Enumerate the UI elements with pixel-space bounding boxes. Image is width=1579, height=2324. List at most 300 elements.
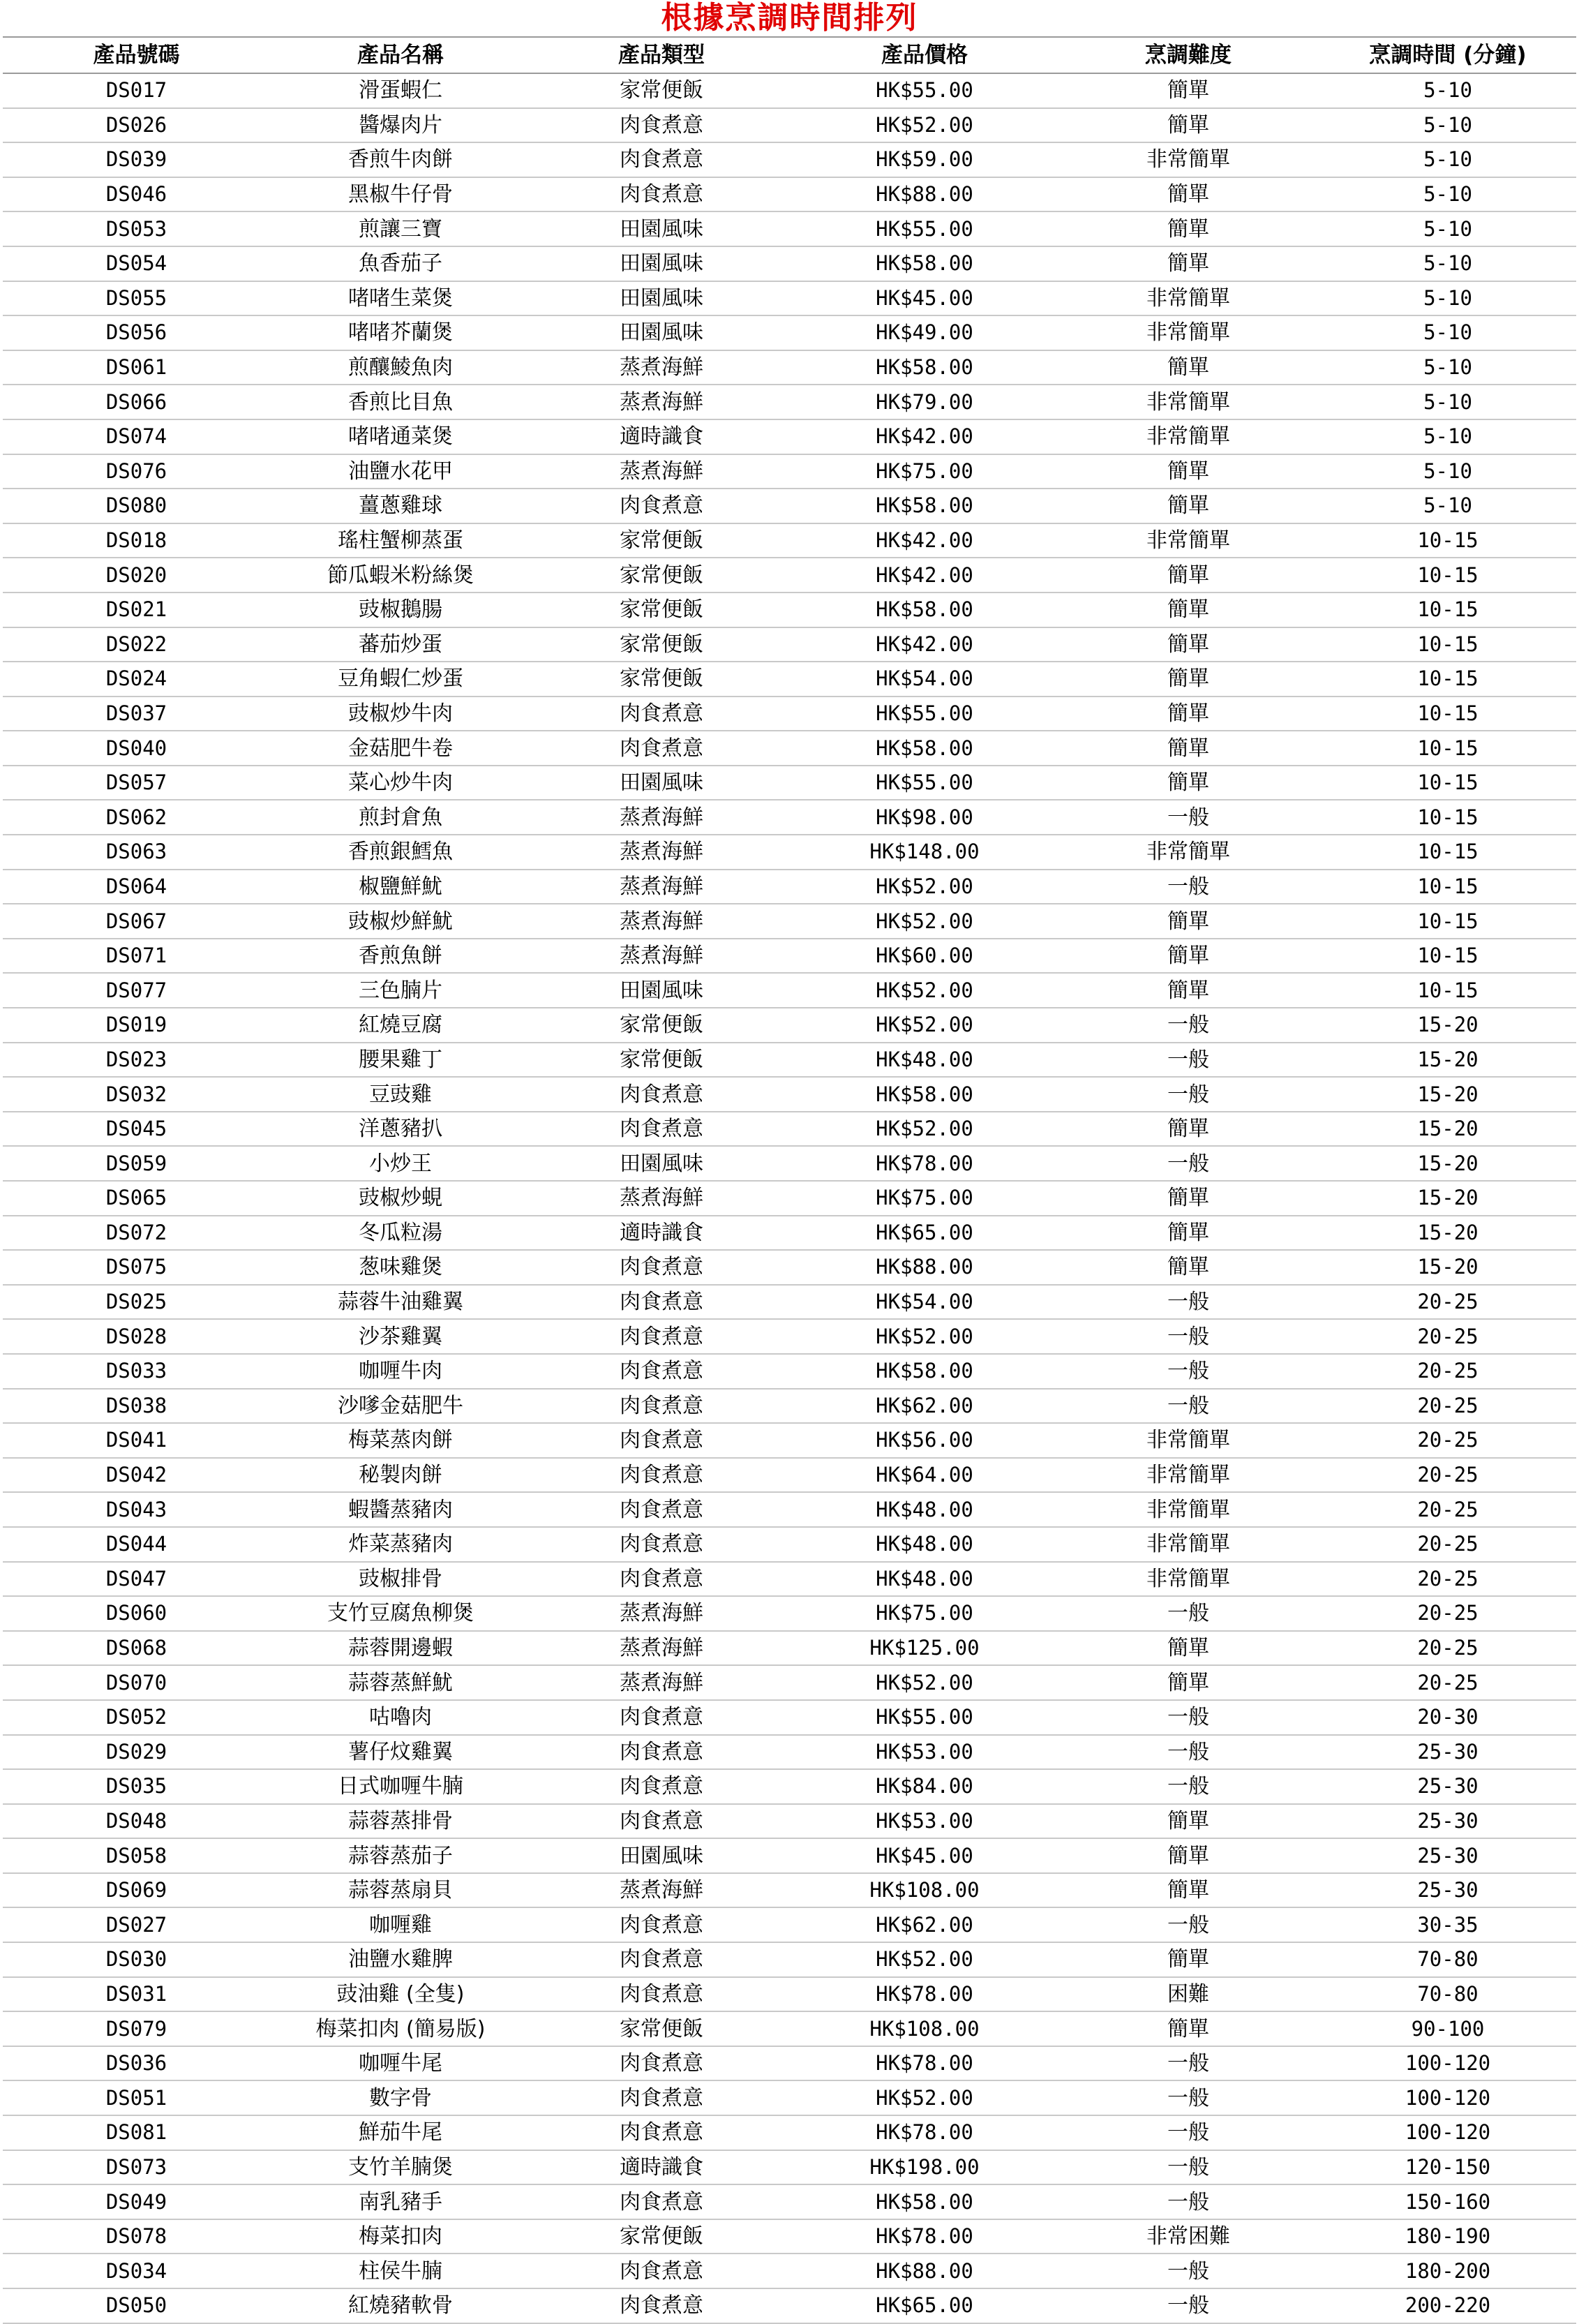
product-code-cell: DS051 [3,2080,270,2115]
product-code-cell: DS067 [3,904,270,939]
product-code-cell: DS046 [3,177,270,212]
page-title: 根據烹調時間排列 [661,0,918,36]
product-price-cell: HK$48.00 [792,1527,1057,1562]
product-type-cell: 肉食煮意 [531,1354,792,1389]
product-price-cell: HK$52.00 [792,2080,1057,2115]
product-type-cell: 肉食煮意 [531,1769,792,1804]
difficulty-cell: 非常簡單 [1057,523,1319,558]
difficulty-cell: 簡單 [1057,1181,1319,1216]
difficulty-cell: 簡單 [1057,1250,1319,1285]
product-name-cell: 咕嚕肉 [270,1700,531,1735]
product-code-cell: DS060 [3,1596,270,1631]
difficulty-cell: 一般 [1057,1043,1319,1078]
product-price-cell: HK$48.00 [792,1562,1057,1597]
cooking-time-cell: 20-25 [1319,1423,1576,1458]
table-row [3,1181,1576,1216]
product-price-cell: HK$55.00 [792,1700,1057,1735]
product-name-cell: 蒜蓉蒸扇貝 [270,1873,531,1908]
product-price-cell: HK$88.00 [792,1250,1057,1285]
difficulty-cell: 一般 [1057,1319,1319,1354]
difficulty-cell: 非常簡單 [1057,315,1319,350]
product-name-cell: 數字骨 [270,2080,531,2115]
product-type-cell: 肉食煮意 [531,1250,792,1285]
product-price-cell: HK$62.00 [792,1389,1057,1424]
difficulty-cell: 簡單 [1057,1873,1319,1908]
product-name-cell: 啫啫芥蘭煲 [270,315,531,350]
difficulty-cell: 非常簡單 [1057,281,1319,316]
table-row [3,1527,1576,1562]
cooking-time-cell: 25-30 [1319,1804,1576,1839]
header-product-name: 產品名稱 [270,37,531,73]
product-name-cell: 秘製肉餅 [270,1458,531,1493]
product-type-cell: 肉食煮意 [531,1112,792,1147]
difficulty-cell: 非常簡單 [1057,1562,1319,1597]
product-code-cell: DS050 [3,2288,270,2323]
product-code-cell: DS022 [3,627,270,662]
product-price-cell: HK$78.00 [792,2219,1057,2254]
difficulty-cell: 非常簡單 [1057,1458,1319,1493]
difficulty-cell: 簡單 [1057,662,1319,697]
product-name-cell: 油鹽水雞脾 [270,1942,531,1977]
product-price-cell: HK$54.00 [792,662,1057,697]
product-code-cell: DS017 [3,73,270,108]
table-row [3,2288,1576,2323]
cooking-time-cell: 5-10 [1319,211,1576,246]
product-price-cell: HK$65.00 [792,2288,1057,2323]
product-name-cell: 金菇肥牛卷 [270,731,531,766]
product-name-cell: 蒜蓉蒸茄子 [270,1838,531,1873]
product-code-cell: DS074 [3,419,270,454]
product-name-cell: 沙茶雞翼 [270,1319,531,1354]
product-code-cell: DS048 [3,1804,270,1839]
product-type-cell: 肉食煮意 [531,1942,792,1977]
product-name-cell: 蒜蓉開邊蝦 [270,1631,531,1666]
cooking-time-cell: 25-30 [1319,1735,1576,1770]
cooking-time-cell: 25-30 [1319,1873,1576,1908]
cooking-time-cell: 10-15 [1319,662,1576,697]
product-code-cell: DS018 [3,523,270,558]
cooking-time-cell: 10-15 [1319,627,1576,662]
product-name-cell: 梅菜扣肉 (簡易版) [270,2011,531,2046]
table-row [3,1043,1576,1078]
product-type-cell: 家常便飯 [531,1043,792,1078]
product-type-cell: 肉食煮意 [531,2080,792,2115]
table-row [3,662,1576,697]
product-code-cell: DS036 [3,2046,270,2081]
product-name-cell: 煎釀鯪魚肉 [270,350,531,385]
cooking-time-cell: 15-20 [1319,1146,1576,1181]
difficulty-cell: 一般 [1057,2288,1319,2323]
cooking-time-cell: 120-150 [1319,2150,1576,2185]
table-row [3,1700,1576,1735]
product-type-cell: 肉食煮意 [531,1527,792,1562]
table-row [3,177,1576,212]
product-type-cell: 家常便飯 [531,523,792,558]
product-name-cell: 洋蔥豬扒 [270,1112,531,1147]
product-name-cell: 梅菜扣肉 [270,2219,531,2254]
product-name-cell: 魚香茄子 [270,246,531,281]
product-code-cell: DS064 [3,870,270,904]
difficulty-cell: 一般 [1057,1596,1319,1631]
table-row [3,1423,1576,1458]
table-row [3,627,1576,662]
product-code-cell: DS076 [3,454,270,489]
table-row [3,939,1576,974]
product-price-cell: HK$58.00 [792,2184,1057,2219]
product-code-cell: DS049 [3,2184,270,2219]
product-type-cell: 蒸煮海鮮 [531,1873,792,1908]
product-price-cell: HK$48.00 [792,1492,1057,1527]
product-price-cell: HK$84.00 [792,1769,1057,1804]
product-name-cell: 蒜蓉蒸排骨 [270,1804,531,1839]
product-type-cell: 蒸煮海鮮 [531,350,792,385]
table-row [3,108,1576,143]
product-price-cell: HK$64.00 [792,1458,1057,1493]
difficulty-cell: 一般 [1057,2184,1319,2219]
cooking-time-cell: 100-120 [1319,2115,1576,2150]
product-code-cell: DS031 [3,1977,270,2012]
product-name-cell: 柱侯牛腩 [270,2254,531,2288]
difficulty-cell: 簡單 [1057,627,1319,662]
product-code-cell: DS024 [3,662,270,697]
difficulty-cell: 一般 [1057,800,1319,835]
product-type-cell: 蒸煮海鮮 [531,454,792,489]
cooking-time-cell: 10-15 [1319,904,1576,939]
product-code-cell: DS045 [3,1112,270,1147]
cooking-time-cell: 15-20 [1319,1008,1576,1043]
product-price-cell: HK$108.00 [792,1873,1057,1908]
difficulty-cell: 簡單 [1057,2011,1319,2046]
cooking-time-cell: 5-10 [1319,73,1576,108]
product-price-cell: HK$42.00 [792,419,1057,454]
difficulty-cell: 簡單 [1057,697,1319,731]
product-name-cell: 豉椒炒牛肉 [270,697,531,731]
product-type-cell: 肉食煮意 [531,1907,792,1942]
table-row [3,1907,1576,1942]
difficulty-cell: 簡單 [1057,731,1319,766]
product-name-cell: 蝦醬蒸豬肉 [270,1492,531,1527]
table-row [3,1838,1576,1873]
difficulty-cell: 簡單 [1057,1942,1319,1977]
cooking-time-cell: 15-20 [1319,1112,1576,1147]
product-name-cell: 椒鹽鮮魷 [270,870,531,904]
product-price-cell: HK$79.00 [792,385,1057,419]
table-row [3,1492,1576,1527]
product-type-cell: 肉食煮意 [531,108,792,143]
header-product-code: 產品號碼 [3,37,270,73]
product-code-cell: DS038 [3,1389,270,1424]
difficulty-cell: 簡單 [1057,350,1319,385]
product-price-cell: HK$198.00 [792,2150,1057,2185]
difficulty-cell: 非常簡單 [1057,1423,1319,1458]
table-body [3,73,1576,2323]
product-price-cell: HK$125.00 [792,1631,1057,1666]
cooking-time-cell: 5-10 [1319,177,1576,212]
product-price-cell: HK$52.00 [792,1665,1057,1700]
product-code-cell: DS027 [3,1907,270,1942]
product-price-cell: HK$54.00 [792,1285,1057,1320]
product-price-cell: HK$52.00 [792,973,1057,1008]
product-price-cell: HK$52.00 [792,870,1057,904]
cooking-time-cell: 5-10 [1319,108,1576,143]
product-type-cell: 田園風味 [531,246,792,281]
product-name-cell: 菜心炒牛肉 [270,766,531,800]
product-code-cell: DS033 [3,1354,270,1389]
cooking-time-cell: 5-10 [1319,142,1576,177]
difficulty-cell: 非常困難 [1057,2219,1319,2254]
table-row [3,593,1576,627]
table-row [3,523,1576,558]
difficulty-cell: 一般 [1057,1907,1319,1942]
product-type-cell: 適時識食 [531,2150,792,2185]
product-name-cell: 油鹽水花甲 [270,454,531,489]
difficulty-cell: 一般 [1057,1077,1319,1112]
table-row [3,211,1576,246]
cooking-time-cell: 20-25 [1319,1527,1576,1562]
product-name-cell: 香煎比目魚 [270,385,531,419]
table-row [3,1250,1576,1285]
cooking-time-cell: 20-25 [1319,1285,1576,1320]
table-row [3,1077,1576,1112]
product-type-cell: 田園風味 [531,1146,792,1181]
table-row [3,1562,1576,1597]
cooking-time-cell: 30-35 [1319,1907,1576,1942]
product-code-cell: DS029 [3,1735,270,1770]
product-code-cell: DS047 [3,1562,270,1597]
product-price-cell: HK$58.00 [792,1077,1057,1112]
difficulty-cell: 簡單 [1057,939,1319,974]
difficulty-cell: 一般 [1057,1700,1319,1735]
cooking-time-cell: 5-10 [1319,454,1576,489]
product-type-cell: 肉食煮意 [531,2288,792,2323]
difficulty-cell: 簡單 [1057,177,1319,212]
difficulty-cell: 非常簡單 [1057,835,1319,870]
table-row [3,800,1576,835]
product-price-cell: HK$148.00 [792,835,1057,870]
product-type-cell: 蒸煮海鮮 [531,939,792,974]
product-code-cell: DS025 [3,1285,270,1320]
product-code-cell: DS077 [3,973,270,1008]
table-row [3,2046,1576,2081]
product-price-cell: HK$75.00 [792,1596,1057,1631]
table-row [3,697,1576,731]
product-price-cell: HK$48.00 [792,1043,1057,1078]
cooking-time-cell: 5-10 [1319,419,1576,454]
product-code-cell: DS042 [3,1458,270,1493]
table-row [3,1596,1576,1631]
product-name-cell: 豉油雞 (全隻) [270,1977,531,2012]
difficulty-cell: 一般 [1057,1769,1319,1804]
difficulty-cell: 一般 [1057,2080,1319,2115]
product-name-cell: 薑蔥雞球 [270,489,531,523]
header-difficulty: 烹調難度 [1057,37,1319,73]
cooking-time-cell: 10-15 [1319,697,1576,731]
product-code-cell: DS070 [3,1665,270,1700]
product-type-cell: 肉食煮意 [531,731,792,766]
product-code-cell: DS063 [3,835,270,870]
product-name-cell: 支竹豆腐魚柳煲 [270,1596,531,1631]
cooking-time-cell: 70-80 [1319,1977,1576,2012]
product-code-cell: DS071 [3,939,270,974]
cooking-time-cell: 20-30 [1319,1700,1576,1735]
product-name-cell: 啫啫生菜煲 [270,281,531,316]
product-name-cell: 日式咖喱牛腩 [270,1769,531,1804]
product-price-cell: HK$45.00 [792,281,1057,316]
cooking-time-cell: 20-25 [1319,1354,1576,1389]
table-row [3,1977,1576,2012]
table-row [3,1804,1576,1839]
product-name-cell: 蒜蓉牛油雞翼 [270,1285,531,1320]
product-code-cell: DS055 [3,281,270,316]
product-price-cell: HK$52.00 [792,108,1057,143]
product-type-cell: 蒸煮海鮮 [531,1665,792,1700]
difficulty-cell: 一般 [1057,2254,1319,2288]
cooking-time-cell: 10-15 [1319,558,1576,593]
product-table [3,36,1576,2324]
difficulty-cell: 非常簡單 [1057,1527,1319,1562]
table-row [3,419,1576,454]
product-code-cell: DS073 [3,2150,270,2185]
product-type-cell: 肉食煮意 [531,1562,792,1597]
product-name-cell: 醬爆肉片 [270,108,531,143]
table-row [3,489,1576,523]
product-code-cell: DS035 [3,1769,270,1804]
cooking-time-cell: 10-15 [1319,973,1576,1008]
product-name-cell: 豆角蝦仁炒蛋 [270,662,531,697]
table-row [3,870,1576,904]
product-type-cell: 肉食煮意 [531,1804,792,1839]
product-price-cell: HK$55.00 [792,73,1057,108]
product-type-cell: 蒸煮海鮮 [531,1631,792,1666]
table-row [3,1942,1576,1977]
cooking-time-cell: 180-190 [1319,2219,1576,2254]
difficulty-cell: 一般 [1057,2150,1319,2185]
product-name-cell: 蒜蓉蒸鮮魷 [270,1665,531,1700]
cooking-time-cell: 150-160 [1319,2184,1576,2219]
product-price-cell: HK$42.00 [792,558,1057,593]
product-type-cell: 田園風味 [531,315,792,350]
product-name-cell: 香煎銀鱈魚 [270,835,531,870]
cooking-time-cell: 5-10 [1319,489,1576,523]
difficulty-cell: 簡單 [1057,593,1319,627]
product-code-cell: DS043 [3,1492,270,1527]
difficulty-cell: 一般 [1057,1354,1319,1389]
table-row [3,2011,1576,2046]
table-row [3,1112,1576,1147]
product-type-cell: 家常便飯 [531,2219,792,2254]
cooking-time-cell: 100-120 [1319,2080,1576,2115]
product-price-cell: HK$55.00 [792,697,1057,731]
product-name-cell: 香煎牛肉餅 [270,142,531,177]
product-code-cell: DS057 [3,766,270,800]
difficulty-cell: 簡單 [1057,766,1319,800]
table-row [3,2254,1576,2288]
difficulty-cell: 非常簡單 [1057,142,1319,177]
product-price-cell: HK$58.00 [792,350,1057,385]
table-row [3,2080,1576,2115]
product-name-cell: 梅菜蒸肉餅 [270,1423,531,1458]
product-code-cell: DS019 [3,1008,270,1043]
difficulty-cell: 簡單 [1057,246,1319,281]
cooking-time-cell: 20-25 [1319,1631,1576,1666]
product-name-cell: 紅燒豆腐 [270,1008,531,1043]
product-code-cell: DS081 [3,2115,270,2150]
product-code-cell: DS028 [3,1319,270,1354]
product-price-cell: HK$108.00 [792,2011,1057,2046]
product-type-cell: 田園風味 [531,281,792,316]
product-price-cell: HK$88.00 [792,2254,1057,2288]
table-row [3,2150,1576,2185]
product-type-cell: 田園風味 [531,211,792,246]
product-code-cell: DS053 [3,211,270,246]
product-price-cell: HK$53.00 [792,1804,1057,1839]
product-code-cell: DS041 [3,1423,270,1458]
product-price-cell: HK$78.00 [792,1977,1057,2012]
product-name-cell: 葱味雞煲 [270,1250,531,1285]
table-row [3,1735,1576,1770]
cooking-time-cell: 10-15 [1319,800,1576,835]
product-name-cell: 炸菜蒸豬肉 [270,1527,531,1562]
table-row [3,1285,1576,1320]
cooking-time-cell: 5-10 [1319,385,1576,419]
difficulty-cell: 簡單 [1057,973,1319,1008]
product-name-cell: 香煎魚餅 [270,939,531,974]
product-price-cell: HK$49.00 [792,315,1057,350]
difficulty-cell: 簡單 [1057,211,1319,246]
product-name-cell: 咖喱雞 [270,1907,531,1942]
product-price-cell: HK$42.00 [792,523,1057,558]
product-name-cell: 煎封倉魚 [270,800,531,835]
product-price-cell: HK$88.00 [792,177,1057,212]
table-row [3,315,1576,350]
table-header [3,37,1576,73]
product-price-cell: HK$42.00 [792,627,1057,662]
table-row [3,350,1576,385]
table-row [3,385,1576,419]
product-type-cell: 蒸煮海鮮 [531,904,792,939]
product-price-cell: HK$58.00 [792,593,1057,627]
product-type-cell: 肉食煮意 [531,177,792,212]
cooking-time-cell: 10-15 [1319,523,1576,558]
table-row [3,904,1576,939]
product-code-cell: DS069 [3,1873,270,1908]
product-price-cell: HK$52.00 [792,1319,1057,1354]
table-row [3,281,1576,316]
table-row [3,2219,1576,2254]
cooking-time-cell: 25-30 [1319,1769,1576,1804]
cooking-time-cell: 10-15 [1319,766,1576,800]
product-price-cell: HK$58.00 [792,731,1057,766]
difficulty-cell: 簡單 [1057,1216,1319,1251]
cooking-time-cell: 10-15 [1319,939,1576,974]
cooking-time-cell: 20-25 [1319,1665,1576,1700]
product-price-cell: HK$53.00 [792,1735,1057,1770]
table-row [3,1389,1576,1424]
difficulty-cell: 簡單 [1057,1631,1319,1666]
product-name-cell: 腰果雞丁 [270,1043,531,1078]
product-type-cell: 蒸煮海鮮 [531,1181,792,1216]
difficulty-cell: 一般 [1057,1008,1319,1043]
table-row [3,2184,1576,2219]
product-name-cell: 節瓜蝦米粉絲煲 [270,558,531,593]
product-code-cell: DS059 [3,1146,270,1181]
table-row [3,731,1576,766]
product-price-cell: HK$78.00 [792,2046,1057,2081]
product-type-cell: 肉食煮意 [531,1700,792,1735]
difficulty-cell: 困難 [1057,1977,1319,2012]
cooking-time-cell: 90-100 [1319,2011,1576,2046]
product-type-cell: 蒸煮海鮮 [531,800,792,835]
